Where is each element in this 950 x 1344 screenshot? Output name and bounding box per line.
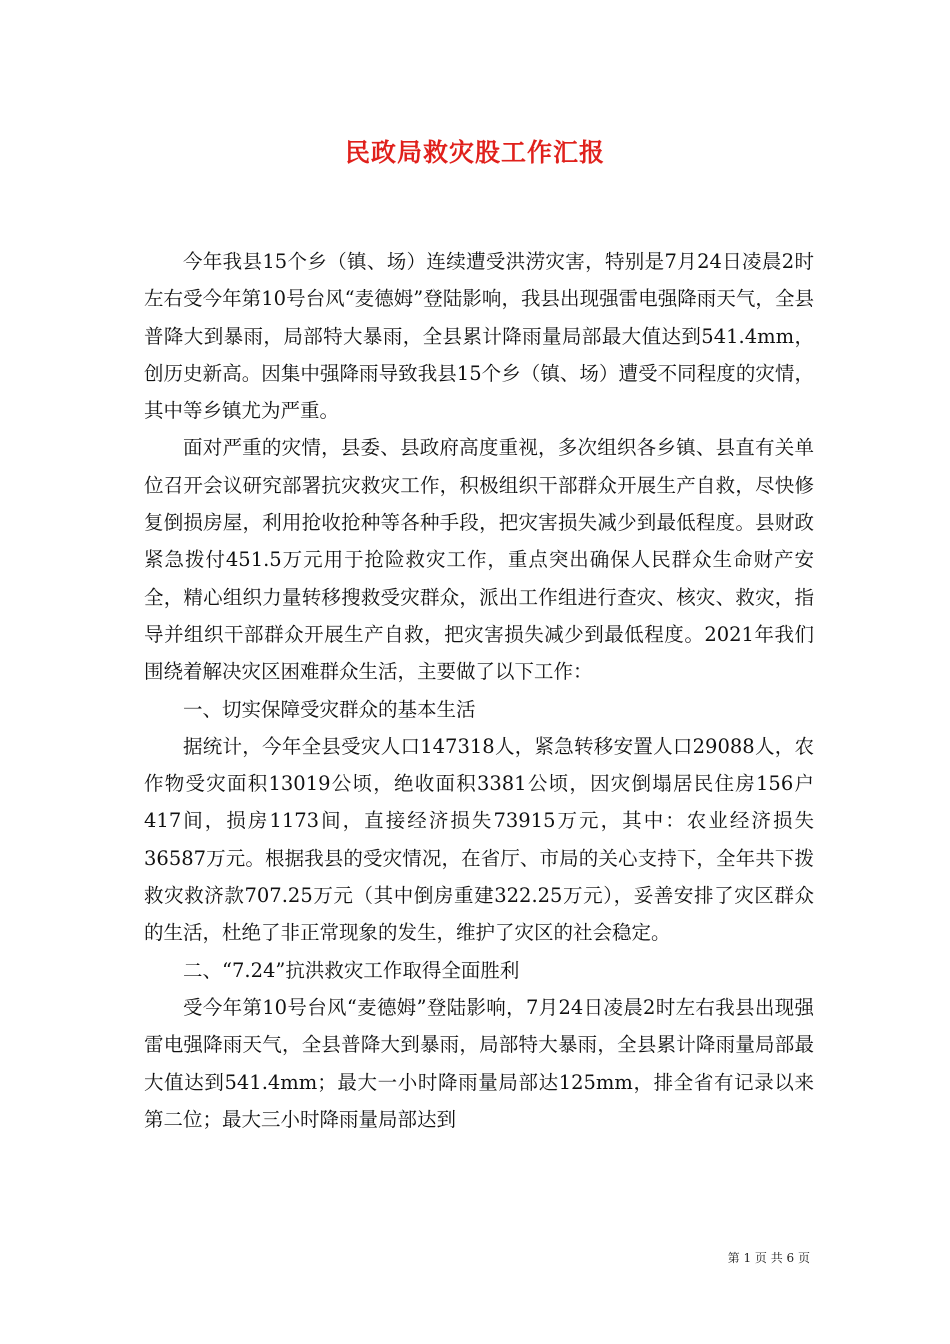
paragraph-response: 面对严重的灾情，县委、县政府高度重视，多次组织各乡镇、县直有关单位召开会议研究部署抗灾救灾工作，积极组织干部群众开展生产自救，尽快修复倒损房屋，利用抢收抢种等各种手段，把灾害损失减少到最低程度。县财政紧急拨付451.5万元用于抢险救灾工作，重点突出确保人民群众生命财产安全，精心组织力量转移搜救受灾群众，派出工作组进行查灾、核灾、救灾，指导并组织干部群众开展生产自救，把灾害损失减少到最低程度。2021年我们围绕着解决灾区困难群众生活，主要做了以下工作： [144,436,814,684]
document-title: 民政局救灾股工作汇报 [344,138,605,167]
document-body [144,243,814,1138]
paragraph-statistics: 据统计，今年全县受灾人口147318人，紧急转移安置人口29088人，农作物受灾面积13019公顷，绝收面积3381公顷，因灾倒塌居民住房156户417间，损房1173间，直接经济损失73915万元，其中：农业经济损失36587万元。根据我县的受灾情况，在省厅、市局的关心支持下，全年共下拨救灾救济款707.25万元（其中倒房重建322.25万元），妥善安排了灾区群众的生活，杜绝了非正常现象的发生，维护了灾区的社会稳定。 [144,734,814,945]
section-heading-1: 一、切实保障受灾群众的基本生活 [183,697,476,721]
paragraph-typhoon: 受今年第10号台风“麦德姆”登陆影响，7月24日凌晨2时左右我县出现强雷电强降雨天气，全县普降大到暴雨，局部特大暴雨，全县累计降雨量局部最大值达到541.4mm；最大一小时降雨量局部达125mm，排全省有记录以来第二位；最大三小时降雨量局部达到 [144,995,814,1131]
paragraph-intro: 今年我县15个乡（镇、场）连续遭受洪涝灾害，特别是7月24日凌晨2时左右受今年第10号台风“麦德姆”登陆影响，我县出现强雷电强降雨天气，全县普降大到暴雨，局部特大暴雨，全县累计降雨量局部最大值达到541.4mm，创历史新高。因集中强降雨导致我县15个乡（镇、场）遭受不同程度的灾情，其中等乡镇尤为严重。 [144,250,814,423]
section-heading-2: 二、“7.24”抗洪救灾工作取得全面胜利 [183,958,520,982]
page-number-footer: 第 1 页 共 6 页 [727,1251,810,1265]
